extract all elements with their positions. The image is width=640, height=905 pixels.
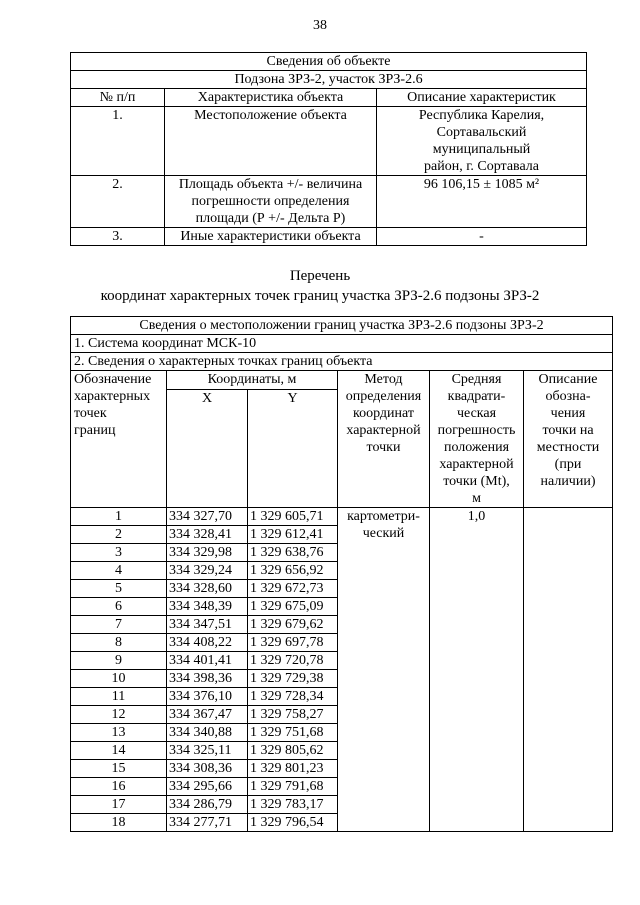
- point-x: 334 348,39: [167, 598, 248, 616]
- page-number: 38: [313, 18, 327, 33]
- point-y: 1 329 656,92: [248, 562, 338, 580]
- point-x: 334 401,41: [167, 652, 248, 670]
- row-description: 96 106,15 ± 1085 м²: [377, 176, 587, 228]
- point-x: 334 398,36: [167, 670, 248, 688]
- point-y: 1 329 801,23: [248, 760, 338, 778]
- coordinates-table: [70, 316, 613, 832]
- point-x: 334 325,11: [167, 742, 248, 760]
- column-header: № п/п: [71, 89, 165, 107]
- point-y: 1 329 805,62: [248, 742, 338, 760]
- point-number: 5: [71, 580, 167, 598]
- point-x: 334 367,47: [167, 706, 248, 724]
- table-title-row: [71, 317, 613, 335]
- point-y: 1 329 729,38: [248, 670, 338, 688]
- point-number: 4: [71, 562, 167, 580]
- point-y: 1 329 791,68: [248, 778, 338, 796]
- section-title: 2. Сведения о характерных точках границ объекта: [71, 353, 613, 371]
- point-number: 18: [71, 814, 167, 832]
- row-characteristic: Иные характеристики объекта: [165, 228, 377, 246]
- point-y: 1 329 697,78: [248, 634, 338, 652]
- row-number: 2.: [71, 176, 165, 228]
- point-y: 1 329 796,54: [248, 814, 338, 832]
- point-number: 14: [71, 742, 167, 760]
- point-x: 334 328,60: [167, 580, 248, 598]
- point-y: 1 329 728,34: [248, 688, 338, 706]
- point-number: 7: [71, 616, 167, 634]
- point-y: 1 329 720,78: [248, 652, 338, 670]
- point-y: 1 329 783,17: [248, 796, 338, 814]
- table-header-row: [71, 371, 613, 390]
- column-header: Характеристика объекта: [165, 89, 377, 107]
- point-x: 334 340,88: [167, 724, 248, 742]
- point-number: 16: [71, 778, 167, 796]
- point-number: 15: [71, 760, 167, 778]
- point-y: 1 329 751,68: [248, 724, 338, 742]
- table-row: [71, 228, 587, 246]
- coords-table-title: Сведения о местоположении границ участка ЗРЗ-2.6 подзоны ЗРЗ-2: [71, 317, 613, 335]
- object-table-subtitle: Подзона ЗРЗ-2, участок ЗРЗ-2.6: [71, 71, 587, 89]
- table-row: [71, 508, 613, 526]
- point-x: 334 286,79: [167, 796, 248, 814]
- method-value: картометри- ческий: [338, 508, 430, 832]
- coordinate-system-row: [71, 335, 613, 353]
- point-x: 334 329,98: [167, 544, 248, 562]
- accuracy-value: 1,0: [430, 508, 524, 832]
- list-heading-line2: координат характерных точек границ участка ЗРЗ-2.6 подзоны ЗРЗ-2: [100, 288, 540, 304]
- point-number: 3: [71, 544, 167, 562]
- point-y: 1 329 605,71: [248, 508, 338, 526]
- point-number: 8: [71, 634, 167, 652]
- table-subtitle-row: [71, 71, 587, 89]
- accuracy-header: Средняя квадрати- ческая погрешность положения характерной точки (Mt), м: [430, 371, 524, 508]
- row-description: Республика Карелия, Сортавальский муниципальный район, г. Сортавала: [377, 107, 587, 176]
- column-header: Описание характеристик: [377, 89, 587, 107]
- point-x: 334 308,36: [167, 760, 248, 778]
- designation-header: Обозначение характерных точек границ: [71, 371, 167, 508]
- list-heading-line1: Перечень: [289, 268, 351, 284]
- point-x: 334 376,10: [167, 688, 248, 706]
- row-characteristic: Площадь объекта +/- величина погрешности определения площади (Р +/- Дельта Р): [165, 176, 377, 228]
- row-description: -: [377, 228, 587, 246]
- point-x: 334 328,41: [167, 526, 248, 544]
- point-number: 9: [71, 652, 167, 670]
- table-row: [71, 107, 587, 176]
- point-number: 12: [71, 706, 167, 724]
- row-number: 1.: [71, 107, 165, 176]
- point-number: 10: [71, 670, 167, 688]
- table-title-row: [71, 53, 587, 71]
- point-number: 6: [71, 598, 167, 616]
- point-number: 2: [71, 526, 167, 544]
- point-x: 334 327,70: [167, 508, 248, 526]
- point-x: 334 408,22: [167, 634, 248, 652]
- method-header: Метод определения координат характерной точки: [338, 371, 430, 508]
- point-number: 1: [71, 508, 167, 526]
- y-header: Y: [248, 390, 338, 508]
- point-number: 13: [71, 724, 167, 742]
- table-row: [71, 176, 587, 228]
- row-characteristic: Местоположение объекта: [165, 107, 377, 176]
- point-y: 1 329 612,41: [248, 526, 338, 544]
- row-number: 3.: [71, 228, 165, 246]
- point-number: 11: [71, 688, 167, 706]
- table-header-row: [71, 89, 587, 107]
- x-header: X: [167, 390, 248, 508]
- section-row: [71, 353, 613, 371]
- point-number: 17: [71, 796, 167, 814]
- point-x: 334 347,51: [167, 616, 248, 634]
- point-x: 334 329,24: [167, 562, 248, 580]
- coordinates-header: Координаты, м: [167, 371, 338, 390]
- point-y: 1 329 638,76: [248, 544, 338, 562]
- point-x: 334 295,66: [167, 778, 248, 796]
- point-y: 1 329 672,73: [248, 580, 338, 598]
- object-info-table: [70, 52, 587, 246]
- coordinate-system: 1. Система координат МСК-10: [71, 335, 613, 353]
- point-y: 1 329 679,62: [248, 616, 338, 634]
- description-header: Описание обозна- чения точки на местности (при наличии): [524, 371, 613, 508]
- object-table-title: Сведения об объекте: [71, 53, 587, 71]
- point-x: 334 277,71: [167, 814, 248, 832]
- point-y: 1 329 758,27: [248, 706, 338, 724]
- description-value: [524, 508, 613, 832]
- point-y: 1 329 675,09: [248, 598, 338, 616]
